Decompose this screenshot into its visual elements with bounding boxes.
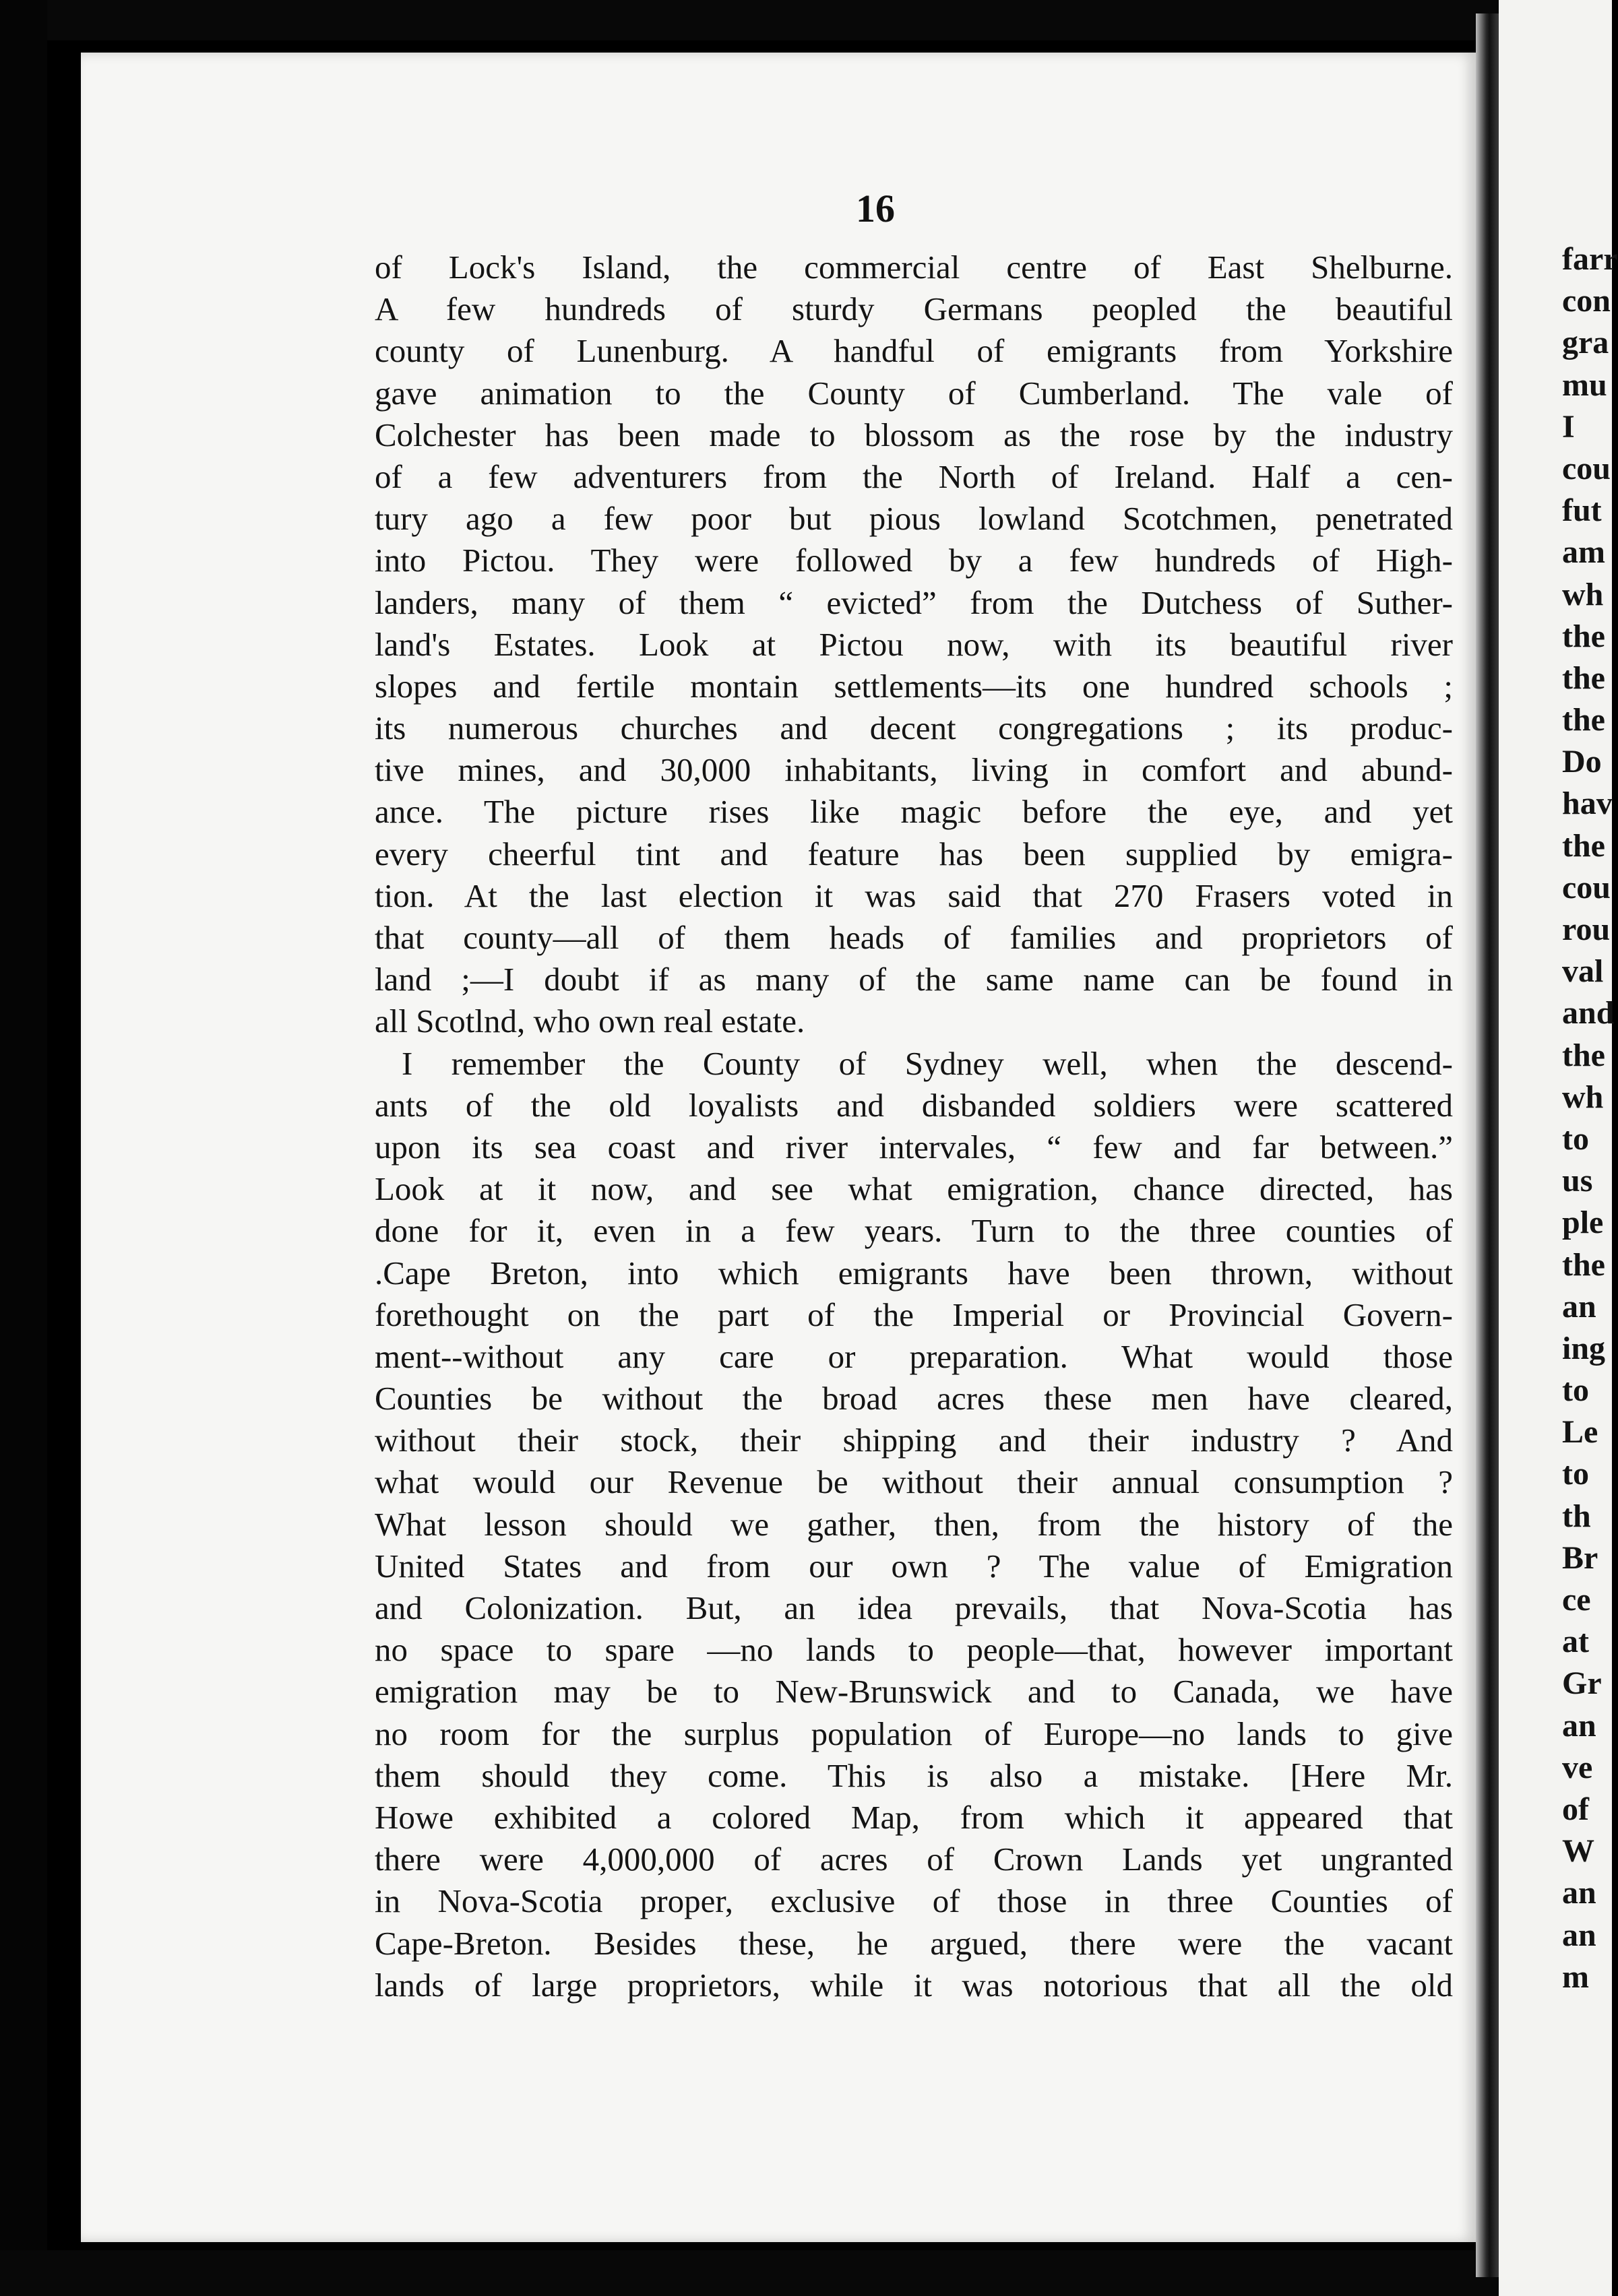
text-line: tive mines, and 30,000 inhabitants, living in comfort and abund-	[375, 751, 1453, 789]
book-gutter	[1476, 13, 1499, 2277]
text-line: ance. The picture rises like magic before the eye, and yet	[375, 793, 1453, 831]
text-line: slopes and fertile montain settlements—its one hundred schools ;	[375, 667, 1453, 705]
text-line: What lesson should we gather, then, from the history of the	[375, 1505, 1453, 1543]
text-line: what would our Revenue be without their annual consumption ?	[375, 1463, 1453, 1501]
text-line: an	[1562, 1707, 1596, 1744]
text-line: lands of large proprietors, while it was notorious that all the old	[375, 1966, 1453, 2004]
text-line: land's Estates. Look at Pictou now, with its beautiful river	[375, 625, 1453, 663]
text-line: to	[1562, 1120, 1589, 1157]
right-page-text	[1562, 238, 1618, 1998]
text-line: Gr	[1562, 1665, 1602, 1702]
scan-bottom-border	[0, 2250, 1612, 2296]
text-line: cou	[1562, 450, 1611, 486]
text-line: Howe exhibited a colored Map, from which it appeared that	[375, 1798, 1453, 1836]
text-line: of	[1562, 1791, 1589, 1827]
text-line: there were 4,000,000 of acres of Crown Lands yet ungranted	[375, 1841, 1453, 1878]
text-line: Le	[1562, 1414, 1598, 1450]
text-line: to	[1562, 1372, 1589, 1409]
text-line: of a few adventurers from the North of Ireland. Half a cen-	[375, 457, 1453, 495]
text-line: an	[1562, 1875, 1596, 1911]
text-line: ants of the old loyalists and disbanded soldiers were scattered	[375, 1086, 1453, 1124]
text-line: forethought on the part of the Imperial or Provincial Govern-	[375, 1296, 1453, 1333]
text-line: United States and from our own ? The value of Emigration	[375, 1547, 1453, 1585]
text-line: at	[1562, 1624, 1589, 1660]
text-line: the	[1562, 618, 1605, 654]
text-line: upon its sea coast and river intervales, “ few and far between.”	[375, 1128, 1453, 1166]
text-line: and	[1562, 995, 1615, 1031]
text-line: .Cape Breton, into which emigrants have been thrown, without	[375, 1254, 1453, 1292]
scan-left-border	[0, 0, 47, 2296]
text-line: of Lock's Island, the commercial centre of East Shelburne.	[375, 249, 1453, 286]
text-line: county of Lunenburg. A handful of emigrants from Yorkshire	[375, 332, 1453, 370]
text-line: hav	[1562, 786, 1613, 822]
text-line: cou	[1562, 869, 1611, 905]
text-line: Cape-Breton. Besides these, he argued, there were the vacant	[375, 1924, 1453, 1962]
text-line: ce	[1562, 1582, 1591, 1618]
text-line: the	[1562, 827, 1605, 864]
text-line: emigration may be to New-Brunswick and to Canada, we have	[375, 1673, 1453, 1711]
text-line: W	[1562, 1833, 1594, 1870]
text-line: wh	[1562, 576, 1604, 612]
text-line: Look at it now, and see what emigration, chance directed, has	[375, 1170, 1453, 1208]
text-line: landers, many of them “ evicted” from the Dutchess of Suther-	[375, 583, 1453, 621]
scan-top-border	[0, 0, 1612, 40]
text-line: Br	[1562, 1539, 1598, 1576]
page-number: 16	[856, 187, 895, 230]
text-line: ve	[1562, 1749, 1593, 1785]
text-line: farr	[1562, 241, 1618, 277]
text-line: its numerous churches and decent congregations ; its produc-	[375, 709, 1453, 747]
text-line: them should they come. This is also a mistake. [Here Mr.	[375, 1756, 1453, 1794]
text-line: m	[1562, 1958, 1589, 1995]
text-line: val	[1562, 953, 1604, 990]
text-line: an	[1562, 1288, 1596, 1325]
text-line: gave animation to the County of Cumberland. The vale of	[375, 374, 1453, 412]
text-line: and Colonization. But, an idea prevails, that Nova-Scotia has	[375, 1589, 1453, 1626]
left-page-text	[375, 247, 1453, 2006]
text-line: us	[1562, 1163, 1593, 1199]
text-line: I	[1562, 408, 1575, 445]
text-line: that county—all of them heads of families and proprietors of	[375, 919, 1453, 956]
text-line: the	[1562, 1037, 1605, 1073]
text-line: the	[1562, 660, 1605, 696]
text-line: without their stock, their shipping and their industry ? And	[375, 1422, 1453, 1459]
text-line: every cheerful tint and feature has been supplied by emigra-	[375, 835, 1453, 872]
text-line: Counties be without the broad acres these men have cleared,	[375, 1380, 1453, 1417]
text-line: gra	[1562, 325, 1609, 361]
text-line: Colchester has been made to blossom as the rose by the industry	[375, 416, 1453, 453]
text-line: no space to spare —no lands to people—that, however important	[375, 1631, 1453, 1669]
text-line: con	[1562, 283, 1611, 319]
text-line: land ;—I doubt if as many of the same name can be found in	[375, 961, 1453, 998]
text-line: ple	[1562, 1205, 1604, 1241]
text-line: fut	[1562, 492, 1602, 529]
text-line: ment--without any care or preparation. What would those	[375, 1337, 1453, 1375]
text-line: no room for the surplus population of Europe—no lands to give	[375, 1715, 1453, 1752]
text-line: in Nova-Scotia proper, exclusive of those in three Counties of	[375, 1882, 1453, 1920]
text-line: rou	[1562, 912, 1611, 947]
text-line: I remember the County of Sydney well, when the descend-	[402, 1044, 1453, 1082]
text-line: tury ago a few poor but pious lowland Scotchmen, penetrated	[375, 500, 1453, 538]
text-line: th	[1562, 1498, 1591, 1534]
text-line: the	[1562, 702, 1605, 738]
text-line: tion. At the last election it was said that 270 Frasers voted in	[375, 876, 1453, 914]
text-line: done for it, even in a few years. Turn to the three counties of	[375, 1212, 1453, 1250]
text-line: mu	[1562, 366, 1607, 403]
text-line: into Pictou. They were followed by a few hundreds of High-	[375, 542, 1453, 579]
text-line: A few hundreds of sturdy Germans peopled the beautiful	[375, 290, 1453, 328]
text-line: Do	[1562, 744, 1602, 780]
text-line: wh	[1562, 1079, 1604, 1115]
text-line: the	[1562, 1246, 1605, 1283]
text-line: all Scotlnd, who own real estate.	[375, 1002, 805, 1040]
text-line: an	[1562, 1917, 1596, 1953]
text-line: am	[1562, 534, 1605, 571]
text-line: to	[1562, 1456, 1589, 1492]
text-line: ing	[1562, 1330, 1606, 1366]
